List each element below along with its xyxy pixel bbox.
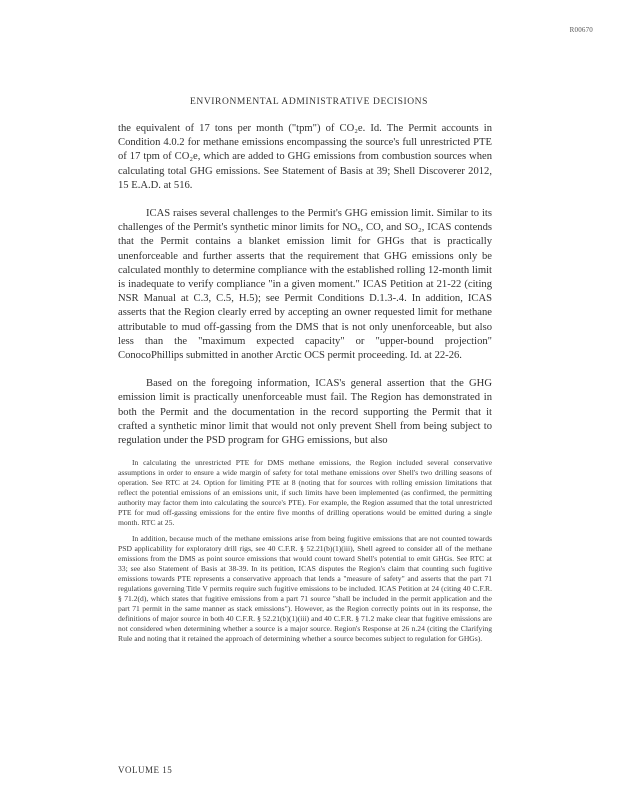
footnote-1: In calculating the unrestricted PTE for DMS methane emissions, the Region included several conservative assumptions in order to ensure a wide margin of safety for total methane emissions over Shell's two drilling seasons of operation. See RTC at 24. Option for limiting PTE at 8 (noting that for sources with rolling emission limitations that reflect the potential emissions of an emissions unit, if such limits have been implemented (as confirmed, the permitting authority may factor them into calculating the source's PTE). For example, the Region assumed that the total unrestricted PTE for mud off-gassing emissions for the entire five months of drilling operations would be emitted during a single month. RTC at 25. xyxy=(118,458,492,527)
paragraph-2: ICAS raises several challenges to the Permit's GHG emission limit. Similar to its challenges of the Permit's synthetic minor limits for NOₓ, CO, and SO₂, ICAS contends that the Permit contains a blanket emission limit for GHGs that is practically unenforceable and further asserts that the requirement that GHG emissions only be calculated monthly to determine compliance with the established rolling 12-month limit is inadequate to verify compliance "in a given moment." ICAS Petition at 21-22 (citing NSR Manual at C.3, C.5, H.5); see Permit Conditions D.1.3-.4. In addition, ICAS asserts that the Region clearly erred by accepting an owner requested limit for methane attributable to mud off-gassing from the DMS that is not only unenforceable, but also less than the "maximum expected capacity" or "upper-bound projection" ConocoPhillips submitted in another Arctic OCS permit proceeding. Id. at 22-26. xyxy=(118,208,492,362)
running-header: ENVIRONMENTAL ADMINISTRATIVE DECISIONS xyxy=(189,97,429,107)
body-text xyxy=(118,122,492,448)
footnote-2: In addition, because much of the methane emissions arise from being fugitive emissions that are not counted towards PSD applicability for exploratory drill rigs, see 40 C.F.R. § 52.21(b)(1)(iii), Shell agreed to consider all of the methane emissions from the DMS as point source emissions that would count toward Shell's potential to emit GHGs. See RTC at 33; see also Statement of Basis at 38-39. In its petition, ICAS disputes the Region's claim that counting such fugitive emissions towards PTE represents a conservative approach that lends a "measure of safety" and asserts that the part 71 regulations governing Title V permits require such fugitive emissions to be included. ICAS Petition at 24 (citing 40 C.F.R. § 71.2(d), which states that fugitive emissions from a part 71 source "shall be included in the permit application and the part 71 permit in the same manner as stack emissions"). However, as the Region correctly points out in its response, the definitions of major source in both 40 C.F.R. § 52.21(b)(1)(iii) and 40 C.F.R. § 71.2 make clear that fugitive emissions are not considered when determining whether a source is a major source. Region's Response at 26 n.24 (citing the Clarifying Rule and noting that it retained the approach of determining whether a source becomes subject to regulation for GHGs). xyxy=(118,534,492,643)
paragraph-3: Based on the foregoing information, ICAS's general assertion that the GHG emission limit is practically unenforceable must fail. The Region has demonstrated in both the Permit and the documentation in the record supporting the Permit that it crafted a synthetic minor limit that would not only prevent Shell from being subject to regulation under the PSD program for GHG emissions, but also xyxy=(118,378,492,447)
paragraph-1: the equivalent of 17 tons per month ("tpm") of CO₂e. Id. The Permit accounts in Condition 4.0.2 for methane emissions encompassing the source's full unrestricted PTE of 17 tpm of CO₂e, which are added to GHG emissions from combustion sources when calculating total GHG emissions. See Statement of Basis at 39; Shell Discoverer 2012, 15 E.A.D. at 516. xyxy=(118,123,492,191)
page-footer: VOLUME 15 xyxy=(118,765,173,775)
page-id: R00670 xyxy=(569,26,593,34)
footnotes xyxy=(118,458,492,644)
